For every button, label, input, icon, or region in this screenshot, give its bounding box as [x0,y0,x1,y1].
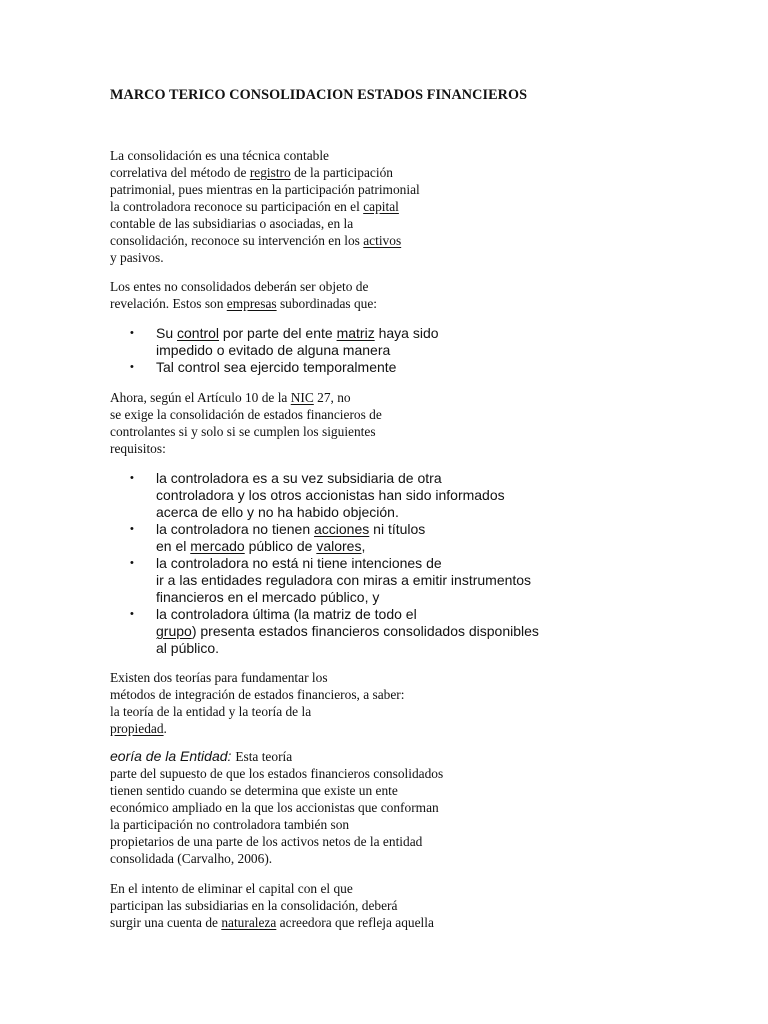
text-line: parte del supuesto de que los estados financieros consolidados [110,766,444,781]
list-item [110,359,439,376]
text-line: controlantes si y solo si se cumplen los siguientes [110,424,376,439]
text-line [110,164,420,181]
link-empresas[interactable]: empresas [226,296,277,311]
link-registro[interactable]: registro [249,165,291,180]
text-run: haya sido [374,325,439,341]
bullet-list-subordinadas [110,325,439,376]
text-line: requisitos: [110,441,166,456]
text-run: consolidación, reconoce su intervención en los [110,233,364,248]
text-line: financieros en el mercado público, y [156,589,380,605]
text-run: 27, no [313,390,351,405]
paragraph-entes-no-consolidados [110,278,377,312]
text-line: propietarios de una parte de los activos netos de la entidad [110,834,423,849]
link-matriz[interactable]: matriz [336,325,375,341]
text-run: correlativa del método de [110,165,250,180]
bullet-icon: • [130,557,134,569]
text-run: revelación. Estos son [110,296,227,311]
text-line: al público. [156,640,220,656]
text-line [110,720,405,737]
link-mercado[interactable]: mercado [190,538,245,554]
text-line: patrimonial, pues mientras en la participación patrimonial [110,182,420,197]
text-line: consolidada (Carvalho, 2006). [110,851,273,866]
text-line: la controladora última (la matriz de todo el [156,606,417,622]
text-run: acreedora que refleja aquella [276,915,434,930]
text-line [156,521,539,538]
text-line: la teoría de la entidad y la teoría de la [110,704,312,719]
text-line [156,325,439,342]
bullet-icon: • [130,361,134,373]
text-line: controladora y los otros accionistas han sido informados [156,487,505,503]
text-run: de la participación [290,165,393,180]
text-line: ir a las entidades reguladora con miras a emitir instrumentos [156,572,532,588]
text-line: se exige la consolidación de estados financieros de [110,407,382,422]
text-line: contable de las subsidiarias o asociadas, en la [110,216,354,231]
text-run: por parte del ente [219,325,337,341]
text-line: la controladora es a su vez subsidiaria de otra [156,470,442,486]
text-line [110,232,420,249]
bullet-icon: • [130,327,134,339]
text-run: la controladora no tienen [156,521,314,537]
text-run: subordinadas que: [276,296,378,311]
text-line [110,389,382,406]
text-line: tienen sentido cuando se determina que existe un ente [110,783,398,798]
bullet-icon: • [130,608,134,620]
text-run: público de [244,538,317,554]
list-item [110,470,539,521]
document-title: MARCO TERICO CONSOLIDACION ESTADOS FINANCIEROS [110,87,528,103]
list-item [110,555,539,606]
text-run: la controladora reconoce su participación en el [110,199,364,214]
paragraph-teoria-entidad [110,748,443,867]
text-line: y pasivos. [110,250,164,265]
text-run: Ahora, según el Artículo 10 de la [110,390,291,405]
list-item [110,521,539,555]
text-line: En el intento de eliminar el capital con el que [110,881,353,896]
text-line: la participación no controladora también son [110,817,350,832]
text-line [110,295,377,312]
link-nic[interactable]: NIC [290,390,314,405]
text-line: acerca de ello y no ha habido objeción. [156,504,399,520]
link-naturaleza[interactable]: naturaleza [221,915,277,930]
text-line: la controladora no está ni tiene intenciones de [156,555,442,571]
text-line: Los entes no consolidados deberán ser objeto de [110,279,369,294]
text-run: : [227,748,236,764]
text-line [110,748,443,765]
section-heading-teoria-entidad: eoría de la Entidad [110,748,228,764]
text-line: económico ampliado en la que los accionistas que conforman [110,800,439,815]
bullet-list-requisitos [110,470,539,657]
text-line [110,198,420,215]
link-grupo[interactable]: grupo [156,623,192,639]
text-line: Existen dos teorías para fundamentar los [110,670,328,685]
bullet-icon: • [130,523,134,535]
text-line: métodos de integración de estados financieros, a saber: [110,687,405,702]
paragraph-nic27 [110,389,382,457]
paragraph-consolidacion [110,147,420,266]
text-run: Su [156,325,178,341]
link-control[interactable]: control [177,325,220,341]
text-run: ) presenta estados financieros consolidados disponibles [191,623,539,639]
text-run: , [361,538,366,554]
text-run: en el [156,538,191,554]
text-line: La consolidación es una técnica contable [110,148,329,163]
text-line [156,538,539,555]
text-line [110,914,434,931]
text-line: impedido o evitado de alguna manera [156,342,391,358]
link-capital[interactable]: capital [363,199,399,214]
text-run: ni títulos [369,521,426,537]
text-run: surgir una cuenta de [110,915,222,930]
text-run: . [163,721,167,736]
list-item [110,606,539,657]
text-line [156,623,539,640]
link-propiedad[interactable]: propiedad [110,721,164,736]
paragraph-teorias [110,669,405,737]
link-activos[interactable]: activos [363,233,402,248]
link-valores[interactable]: valores [316,538,362,554]
list-item [110,325,439,359]
bullet-icon: • [130,472,134,484]
text-line: participan las subsidiarias en la consolidación, deberá [110,898,398,913]
text-run: Esta teoría [235,749,293,764]
text-line: Tal control sea ejercido temporalmente [156,359,397,375]
paragraph-eliminar-capital [110,880,434,931]
link-acciones[interactable]: acciones [314,521,370,537]
